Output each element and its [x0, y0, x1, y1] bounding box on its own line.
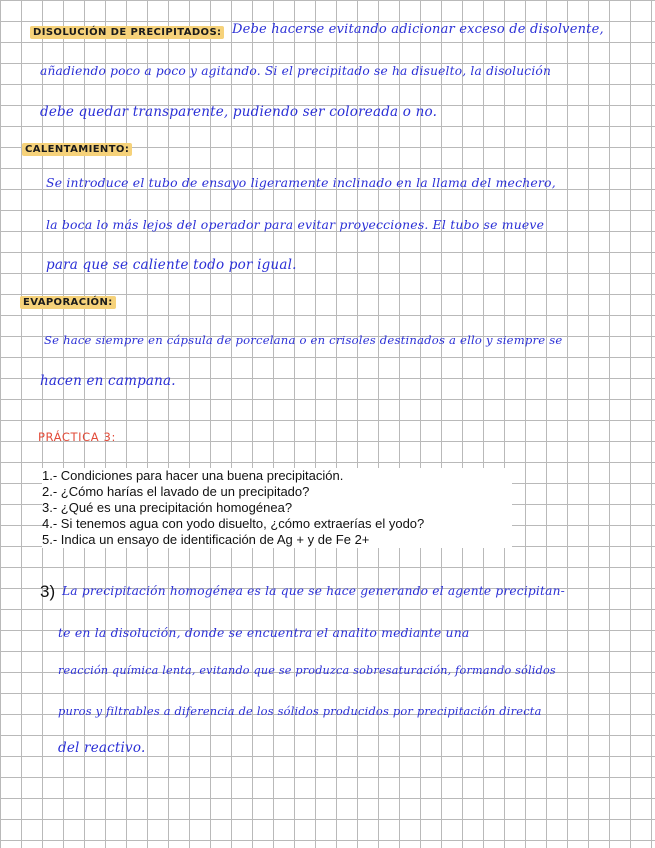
answer-text-line: reacción química lenta, evitando que se produzca sobresaturación, formando sólidos	[58, 664, 556, 677]
section-text-line: hacen en campana.	[40, 373, 176, 389]
question-list	[42, 468, 512, 548]
question-item: 1.- Condiciones para hacer una buena precipitación.	[42, 468, 344, 483]
question-item: 2.- ¿Cómo harías el lavado de un precipitado?	[42, 484, 310, 499]
question-item: 3.- ¿Qué es una precipitación homogénea?	[42, 500, 293, 515]
section-text-line: Debe hacerse evitando adicionar exceso de disolvente,	[232, 22, 604, 37]
section-text-line: añadiendo poco a poco y agitando. Si el precipitado se ha disuelto, la disolución	[40, 64, 552, 78]
section-text-line: Se hace siempre en cápsula de porcelana o en crisoles destinados a ello y siempre se	[44, 333, 563, 347]
practica-title: PRÁCTICA 3:	[38, 430, 116, 444]
question-item: 5.- Indica un ensayo de identificación de Ag + y de Fe 2+	[42, 532, 370, 547]
answer-text-line: te en la disolución, donde se encuentra el analito mediante una	[58, 625, 470, 640]
section-heading-calentamiento: CALENTAMIENTO:	[22, 143, 132, 156]
section-text-line: debe quedar transparente, pudiendo ser coloreada o no.	[40, 104, 438, 120]
section-text-line: para que se caliente todo por igual.	[46, 257, 297, 273]
section-text-line: la boca lo más lejos del operador para evitar proyecciones. El tubo se mueve	[46, 217, 545, 232]
section-heading-disolucion: DISOLUCIÓN DE PRECIPITADOS:	[30, 26, 224, 39]
section-heading-evaporacion: EVAPORACIÓN:	[20, 296, 116, 309]
section-text-line: Se introduce el tubo de ensayo ligeramente inclinado en la llama del mechero,	[46, 175, 556, 190]
answer-text-line: puros y filtrables a diferencia de los sólidos producidos por precipitación directa	[58, 704, 542, 718]
answer-number: 3)	[40, 582, 56, 601]
answer-text-line: del reactivo.	[58, 740, 146, 756]
answer-text-line: La precipitación homogénea es la que se hace generando el agente precipitan-	[62, 584, 565, 598]
question-item: 4.- Si tenemos agua con yodo disuelto, ¿cómo extraerías el yodo?	[42, 516, 425, 531]
